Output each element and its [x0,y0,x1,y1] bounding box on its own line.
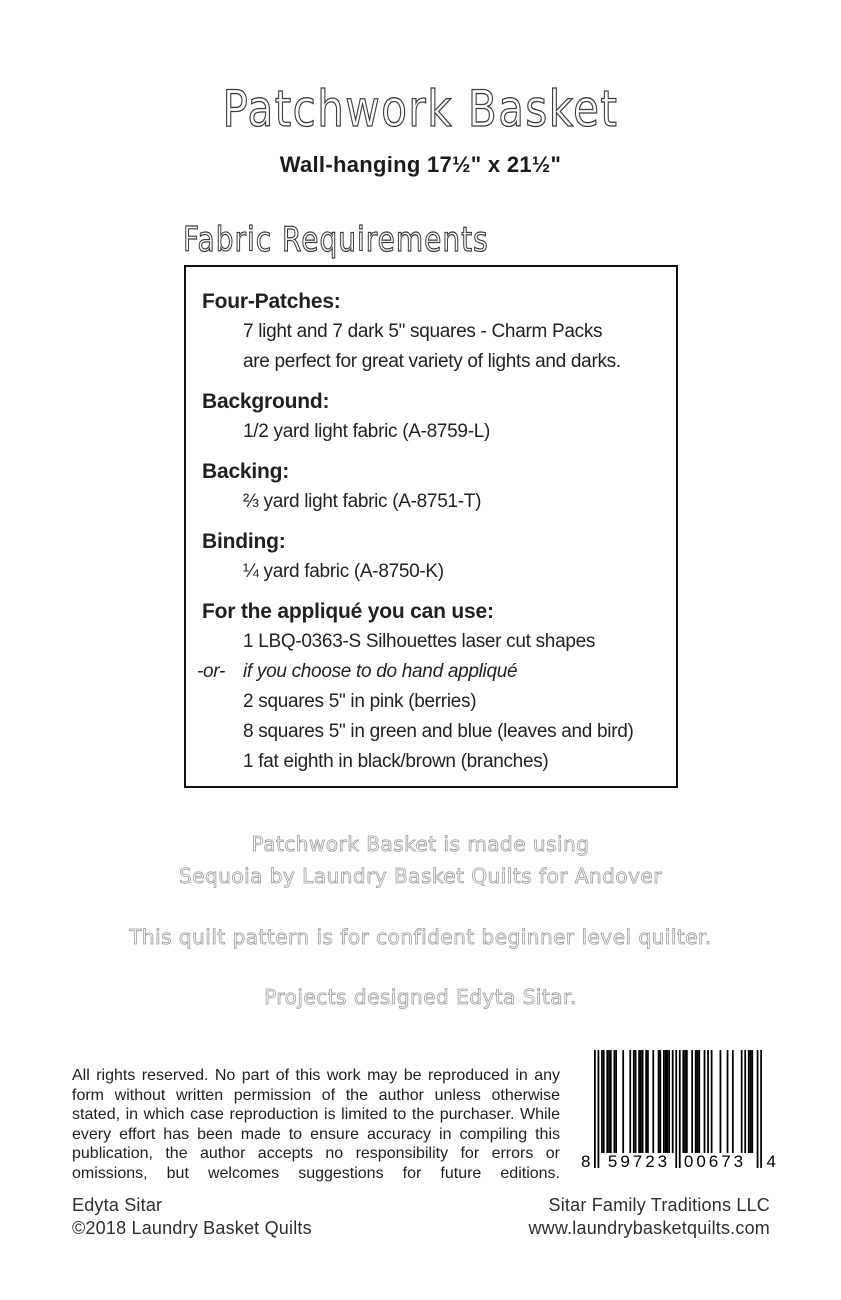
or-text: if you choose to do hand appliqué [243,661,518,682]
requirement-line: 1/2 yard light fabric (A-8759-L) [243,421,491,442]
made-using-note-line1: Patchwork Basket is made using [251,832,590,856]
barcode-digits-group2: 00673 [683,1152,747,1171]
requirement-section-binding [202,527,666,587]
requirement-section-backing [202,457,666,517]
requirement-line: ¼ yard fabric (A-8750-K) [243,561,444,582]
page-title: Patchwork Basket [222,80,619,138]
page-footer [72,1194,770,1240]
barcode-digit-left: 8 [581,1152,591,1171]
requirement-line: 1 LBQ-0363-S Silhouettes laser cut shapes [243,631,596,652]
barcode-digit-right: 4 [766,1152,776,1171]
footer-author: Edyta Sitar [72,1195,163,1215]
requirement-line: 8 squares 5" in green and blue (leaves and bird) [243,721,634,742]
requirement-label: Background: [202,390,330,413]
upc-barcode [581,1050,776,1174]
or-prefix: -or- [197,661,226,682]
requirements-box [184,265,678,788]
designer-note: Projects designed Edyta Sitar. [264,985,577,1009]
requirement-line: are perfect for great variety of lights and darks. [243,351,621,372]
page-subtitle: Wall-hanging 17½" x 21½" [279,152,562,177]
requirement-label: For the appliqué you can use: [202,600,494,623]
copyright-paragraph: All rights reserved. No part of this work may be reproduced in any form without written permission of the author unless otherwise stated, in which case reproduction is limited to the purchaser. While every effort has been made to ensure accuracy in compiling this publication, the author accepts no responsibility for errors or omissions, but welcomes suggestions for future editions. [72,1067,560,1182]
requirement-line: 1 fat eighth in black/brown (branches) [243,751,549,772]
barcode-bars [594,1050,762,1168]
fabric-requirements-heading: Fabric Requirements [183,220,489,260]
requirement-line: ⅔ yard light fabric (A-8751-T) [243,491,482,512]
footer-company: Sitar Family Traditions LLC [548,1195,770,1215]
requirement-section-four-patches [202,287,666,377]
footer-copyright: ©2018 Laundry Basket Quilts [72,1218,312,1238]
requirement-line: 2 squares 5" in pink (berries) [243,691,477,712]
requirement-line: 7 light and 7 dark 5" squares - Charm Packs [243,321,603,342]
requirement-label: Four-Patches: [202,290,341,313]
requirement-section-background [202,387,666,447]
requirement-label: Backing: [202,460,290,483]
requirement-section-applique [197,597,666,777]
requirement-line-or [197,657,666,687]
made-using-note-line2: Sequoia by Laundry Basket Quilts for Andover [179,864,662,888]
skill-level-note: This quilt pattern is for confident beginner level quilter. [129,925,712,949]
requirement-label: Binding: [202,530,286,553]
footer-website: www.laundrybasketquilts.com [528,1218,770,1238]
barcode-digits-group1: 59723 [607,1152,671,1171]
